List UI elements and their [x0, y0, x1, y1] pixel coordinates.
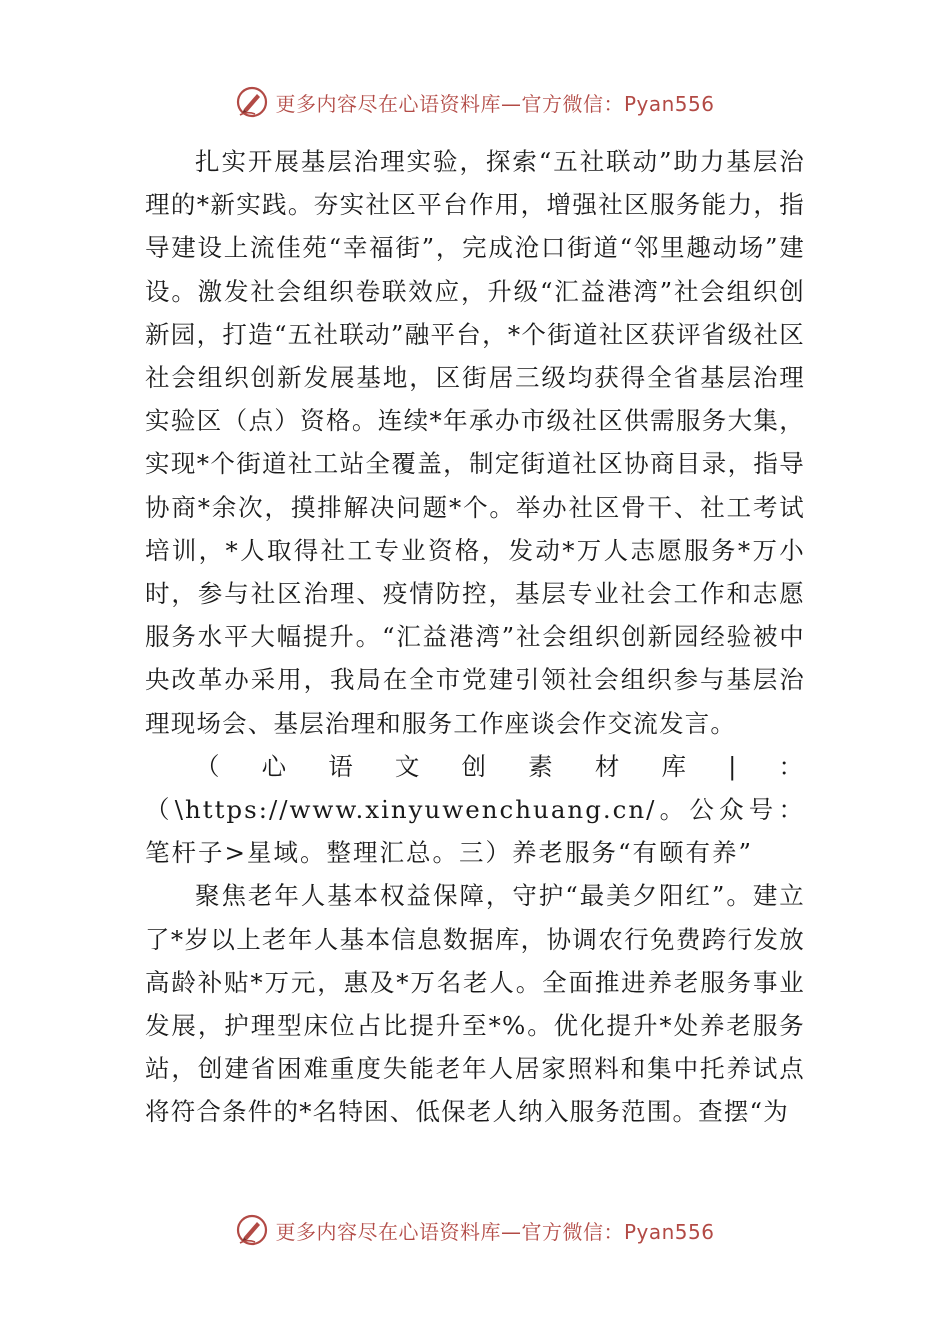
paragraph-source-note: （心语文创素材库|：（\https://www.xinyuwenchuang.cn/。公众号：笔杆子>星域。整理汇总。三）养老服务“有颐有养”	[145, 751, 805, 868]
footer-banner	[0, 1208, 950, 1252]
document-body	[145, 140, 805, 1134]
banner-text: 更多内容尽在心语资料库—官方微信：Pyan556	[275, 1219, 715, 1244]
pen-logo-icon	[235, 85, 269, 119]
paragraph-community-governance: 扎实开展基层治理实验，探索“五社联动”助力基层治理的*新实践。夯实社区平台作用，增强社区服务能力，指导建设上流佳苑“幸福街”，完成沧口街道“邻里趣动场”建设。激发社会组织卷联效应，升级“汇益港湾”社会组织创新园，打造“五社联动”融平台，*个街道社区获评省级社区社会组织创新发展基地，区街居三级均获得全省基层治理实验区（点）资格。连续*年承办市级社区供需服务大集，实现*个街道社工站全覆盖，制定街道社区协商目录，指导协商*余次，摸排解决问题*个。举办社区骨干、社工考试培训，*人取得社工专业资格，发动*万人志愿服务*万小时，参与社区治理、疫情防控，基层专业社会工作和志愿服务水平大幅提升。“汇益港湾”社会组织创新园经验被中央改革办采用，我局在全市党建引领社会组织参与基层治理现场会、基层治理和服务工作座谈会作交流发言。	[145, 147, 805, 738]
header-banner	[0, 80, 950, 124]
pen-logo-icon	[235, 1213, 269, 1247]
banner-text: 更多内容尽在心语资料库—官方微信：Pyan556	[275, 91, 715, 116]
paragraph-elderly-services: 聚焦老年人基本权益保障，守护“最美夕阳红”。建立了*岁以上老年人基本信息数据库，协调农行免费跨行发放高龄补贴*万元，惠及*万名老人。全面推进养老服务事业发展，护理型床位占比提升至*%。优化提升*处养老服务站，创建省困难重度失能老年人居家照料和集中托养试点将符合条件的*名特困、低保老人纳入服务范围。查摆“为	[145, 881, 805, 1127]
